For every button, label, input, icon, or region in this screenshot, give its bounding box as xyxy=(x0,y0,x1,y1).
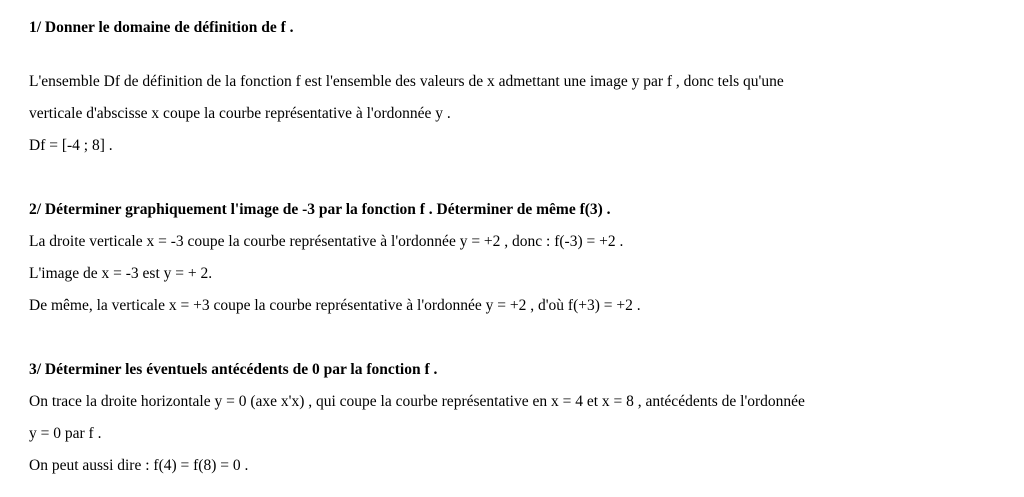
question-2-title: 2/ Déterminer graphiquement l'image de -3 par la fonction f . Déterminer de même f(3) . xyxy=(29,201,611,218)
answer-3-line-1: On trace la droite horizontale y = 0 (axe x'x) , qui coupe la courbe représentative en x = 4 et x = 8 , antécédents de l'ordonnée xyxy=(29,393,805,410)
answer-1-line-2: verticale d'abscisse x coupe la courbe représentative à l'ordonnée y . xyxy=(29,105,451,122)
answer-2-line-3: De même, la verticale x = +3 coupe la courbe représentative à l'ordonnée y = +2 , d'où f(+3) = +2 . xyxy=(29,297,641,314)
answer-1-line-3: Df = [-4 ; 8] . xyxy=(29,137,113,154)
question-3-title: 3/ Déterminer les éventuels antécédents de 0 par la fonction f . xyxy=(29,361,438,378)
answer-3-line-3: On peut aussi dire : f(4) = f(8) = 0 . xyxy=(29,457,249,474)
question-1-title: 1/ Donner le domaine de définition de f . xyxy=(29,19,294,36)
answer-3-line-2: y = 0 par f . xyxy=(29,425,102,442)
answer-2-line-2: L'image de x = -3 est y = + 2. xyxy=(29,265,213,282)
answer-2-line-1: La droite verticale x = -3 coupe la courbe représentative à l'ordonnée y = +2 , donc : f(-3) = +2 . xyxy=(29,233,624,250)
answer-1-line-1: L'ensemble Df de définition de la fonction f est l'ensemble des valeurs de x admettant une image y par f , donc tels qu'une xyxy=(29,73,784,90)
